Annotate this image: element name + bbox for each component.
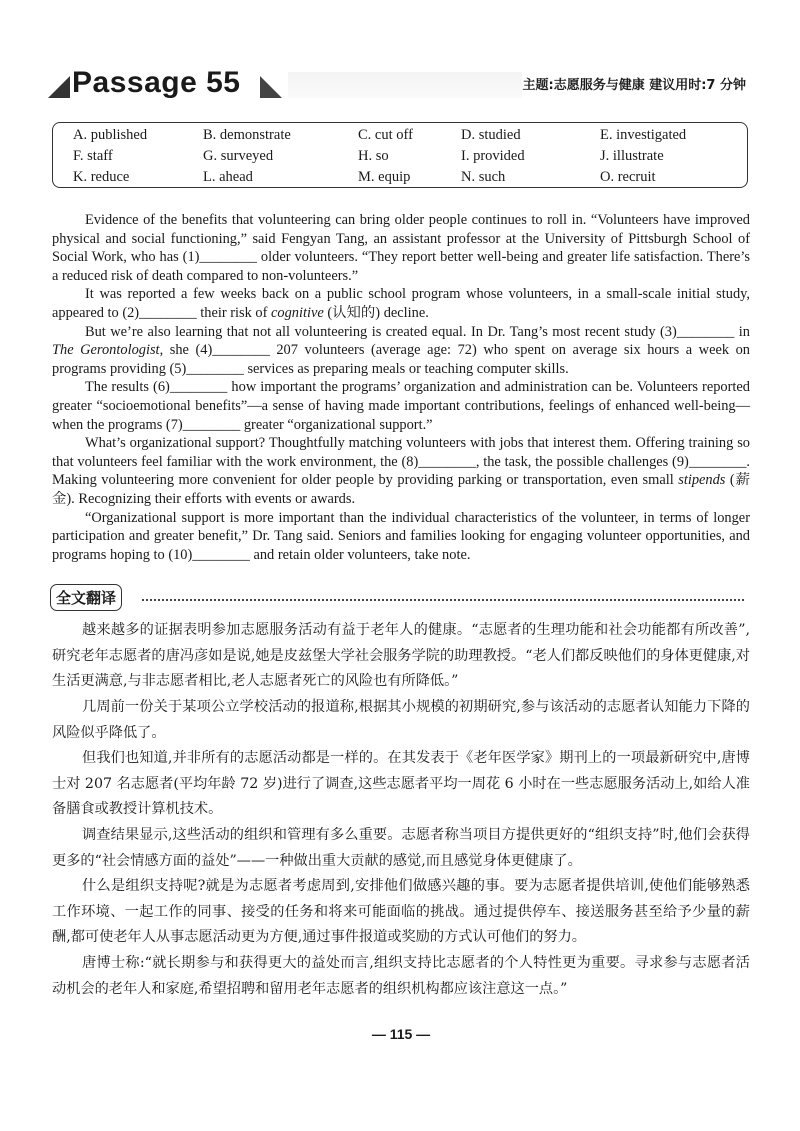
translation-paragraph: 什么是组织支持呢?就是为志愿者考虑周到,安排他们做感兴趣的事。要为志愿者提供培训,使他们能够熟悉工作环境、一起工作的同事、接受的任务和将来可能面临的挑战。通过提供停车、接送服务甚至给予少量的薪酬,都可使老年人从事志愿活动更为方便,通过事件报道或奖励的方式认可他们的努力。 (52, 878, 750, 946)
word-bank-box (52, 122, 748, 188)
header-band (288, 72, 522, 98)
italic-term: stipends (678, 472, 726, 489)
word-option: C. cut off (358, 127, 413, 143)
word-option: E. investigated (600, 127, 687, 143)
content-flow (52, 211, 750, 1062)
text-segment: Evidence of the benefits that volunteering can bring older people continues to roll in. “Volunteers have improved physical and social functioning,” said Fengyan Tang, an assistant professor at the University of Pittsburgh School of Social Work, who has (1)________ older volunteers. “They report better well-being and greater life satisfaction. There’s a reduced risk of death compared to non-volunteers.” (52, 212, 750, 284)
word-option: K. reduce (73, 169, 130, 185)
translation-paragraph: 唐博士称:“就长期参与和获得更大的益处而言,组织支持比志愿者的个人特性更为重要。寻求参与志愿者活动机会的老年人和家庭,希望招聘和留用老年志愿者的组织机构都应该注意这一点。” (52, 955, 750, 997)
dotted-divider (142, 599, 744, 601)
passage-title: Passage 55 (72, 66, 241, 99)
text-segment: , she (4)________ 207 volunteers (average age: 72) who spent on average six hours a week on programs providing (5)________ services as preparing meals or teaching computer skills. (52, 342, 750, 377)
word-option: A. published (73, 127, 148, 143)
passage-paragraph (52, 285, 750, 322)
translation-paragraph: 几周前一份关于某项公立学校活动的报道称,根据其小规模的初期研究,参与该活动的志愿者认知能力下降的风险似乎降低了。 (52, 699, 750, 741)
passage-paragraph (52, 434, 750, 508)
word-option: J. illustrate (600, 148, 664, 164)
word-option: O. recruit (600, 169, 656, 185)
text-segment: What’s organizational support? Thoughtfully matching volunteers with jobs that interest them. Offering training so that volunteers feel familiar with the work environment, the (8)________, the task, the possible challenges (9)________. Making volunteering more convenient for older people by providing parking or transportation, even small (52, 435, 750, 489)
passage-header (48, 66, 752, 106)
passage-paragraph (52, 509, 750, 565)
passage-paragraph (52, 211, 750, 285)
word-option: B. demonstrate (203, 127, 291, 143)
passage-paragraph (52, 323, 750, 379)
word-option: M. equip (358, 169, 411, 185)
translation-header (50, 584, 750, 614)
word-option: H. so (358, 148, 389, 164)
triangle-right-icon (260, 76, 282, 98)
word-option: G. surveyed (203, 148, 274, 164)
italic-term: The Gerontologist (52, 342, 160, 359)
passage-text (52, 211, 750, 564)
word-option: I. provided (461, 148, 525, 164)
passage-paragraph (52, 378, 750, 434)
word-option: D. studied (461, 127, 521, 143)
word-option: L. ahead (203, 169, 253, 185)
page-number: — 115 — (371, 1026, 431, 1043)
word-option: N. such (461, 169, 506, 185)
text-segment: “Organizational support is more important than the individual characteristics of the volunteer, in terms of longer participation and greater benefit,” Dr. Tang said. Seniors and families looking for engaging volunteer opportunities, and programs hoping to (10)________ and retain older volunteers, take note. (52, 509, 750, 563)
text-segment: (认知的) decline. (323, 304, 429, 321)
triangle-left-icon (48, 76, 70, 98)
translation-paragraph: 调查结果显示,这些活动的组织和管理有多么重要。志愿者称当项目方提供更好的“组织支持”时,他们会获得更多的“社会情感方面的益处”——一种做出重大贡献的感觉,而且感觉身体更健康了。 (52, 827, 750, 869)
italic-term: cognitive (271, 304, 324, 321)
translation-text (52, 618, 750, 1002)
text-segment: The results (6)________ how important the programs’ organization and administration can be. Volunteers reported greater “socioemotional benefits”—a sense of having made important contributions, feelings of enhanced well-being—when the programs (7)________ greater “organizational support.” (52, 379, 750, 433)
translation-paragraph: 但我们也知道,并非所有的志愿活动都是一样的。在其发表于《老年医学家》期刊上的一项最新研究中,唐博士对 207 名志愿者(平均年龄 72 岁)进行了调查,这些志愿者平均一周花 6 小时在一些志愿服务活动上,如给人准备膳食或教授计算机技术。 (52, 750, 750, 818)
word-option: F. staff (73, 148, 113, 164)
topic-and-time: 主题:志愿服务与健康 建议用时:7 分钟 (522, 78, 746, 93)
text-segment: (薪金). Recognizing their efforts with events or awards. (52, 472, 750, 507)
translation-paragraph: 越来越多的证据表明参加志愿服务活动有益于老年人的健康。“志愿者的生理功能和社会功能都有所改善”,研究老年志愿者的唐冯彦如是说,她是皮兹堡大学社会服务学院的助理教授。“老人们都反映他们的身体更健康,对生活更满意,与非志愿者相比,老人志愿者死亡的风险也有所降低。” (52, 622, 750, 690)
text-segment: It was reported a few weeks back on a public school program whose volunteers, in a small-scale initial study, appeared to (2)________ their risk of (52, 286, 750, 321)
text-segment: But we’re also learning that not all volunteering is created equal. In Dr. Tang’s most recent study (3)________ in (85, 323, 750, 340)
translation-label: 全文翻译 (50, 584, 122, 611)
